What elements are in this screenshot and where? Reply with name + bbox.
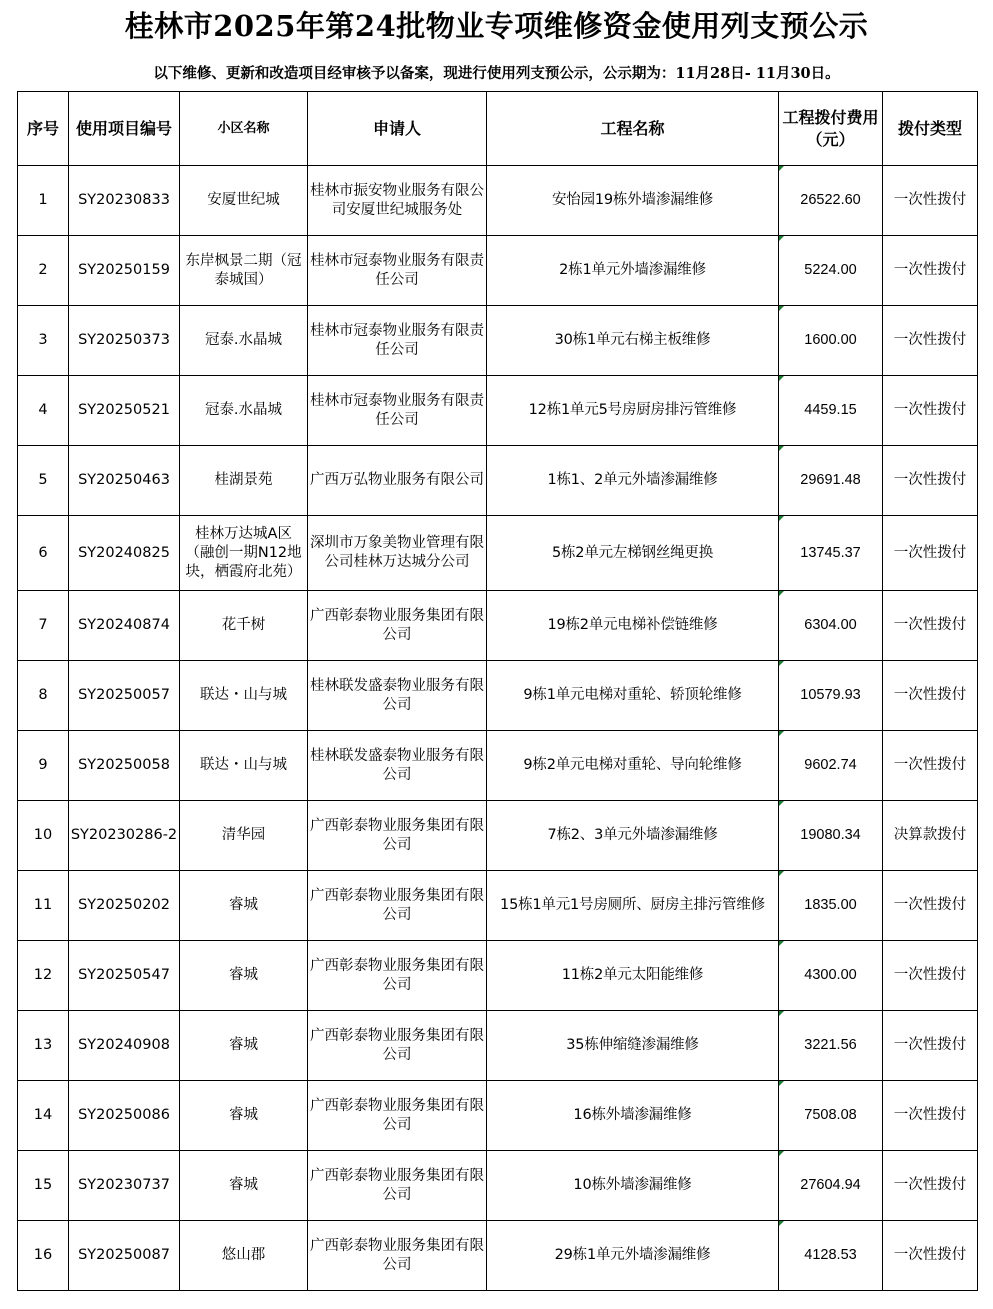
row-code: SY20250057 — [69, 661, 180, 731]
row-code: SY20230737 — [69, 1151, 180, 1221]
row-community: 冠泰.水晶城 — [180, 306, 308, 376]
row-amount: 5224.00 — [779, 236, 883, 306]
row-pay-type: 一次性拨付 — [883, 1221, 978, 1291]
row-code: SY20250202 — [69, 871, 180, 941]
row-code: SY20250159 — [69, 236, 180, 306]
table-row — [18, 941, 978, 1011]
table-row — [18, 1011, 978, 1081]
row-applicant: 广西彰泰物业服务集团有限公司 — [308, 1151, 487, 1221]
table-row — [18, 1221, 978, 1291]
row-code: SY20250058 — [69, 731, 180, 801]
header-applicant: 申请人 — [308, 92, 487, 166]
row-code: SY20230286-2 — [69, 801, 180, 871]
row-community: 冠泰.水晶城 — [180, 376, 308, 446]
header-seq: 序号 — [18, 92, 69, 166]
row-applicant: 桂林市冠泰物业服务有限责任公司 — [308, 376, 487, 446]
row-community: 睿城 — [180, 871, 308, 941]
table-row — [18, 516, 978, 591]
row-seq: 5 — [18, 446, 69, 516]
row-pay-type: 一次性拨付 — [883, 236, 978, 306]
row-code: SY20250521 — [69, 376, 180, 446]
row-project: 11栋2单元太阳能维修 — [487, 941, 779, 1011]
row-project: 29栋1单元外墙渗漏维修 — [487, 1221, 779, 1291]
row-community: 清华园 — [180, 801, 308, 871]
row-pay-type: 一次性拨付 — [883, 941, 978, 1011]
row-community: 联达・山与城 — [180, 661, 308, 731]
row-project: 9栋2单元电梯对重轮、导向轮维修 — [487, 731, 779, 801]
table-row — [18, 1081, 978, 1151]
row-community: 桂湖景苑 — [180, 446, 308, 516]
row-applicant: 广西彰泰物业服务集团有限公司 — [308, 591, 487, 661]
row-pay-type: 一次性拨付 — [883, 306, 978, 376]
table-row — [18, 731, 978, 801]
header-code: 使用项目编号 — [69, 92, 180, 166]
row-code: SY20250547 — [69, 941, 180, 1011]
row-applicant: 桂林市振安物业服务有限公司安厦世纪城服务处 — [308, 166, 487, 236]
row-code: SY20250087 — [69, 1221, 180, 1291]
row-pay-type: 一次性拨付 — [883, 591, 978, 661]
row-amount: 1600.00 — [779, 306, 883, 376]
row-seq: 10 — [18, 801, 69, 871]
row-community: 睿城 — [180, 1081, 308, 1151]
row-code: SY20250086 — [69, 1081, 180, 1151]
row-amount: 6304.00 — [779, 591, 883, 661]
row-community: 悠山郡 — [180, 1221, 308, 1291]
row-amount: 29691.48 — [779, 446, 883, 516]
table-row — [18, 661, 978, 731]
fund-usage-table — [17, 91, 978, 1291]
row-code: SY20250463 — [69, 446, 180, 516]
row-project: 1栋1、2单元外墙渗漏维修 — [487, 446, 779, 516]
row-code: SY20240825 — [69, 516, 180, 591]
row-amount: 19080.34 — [779, 801, 883, 871]
row-community: 花千树 — [180, 591, 308, 661]
row-seq: 4 — [18, 376, 69, 446]
row-pay-type: 一次性拨付 — [883, 871, 978, 941]
row-pay-type: 一次性拨付 — [883, 661, 978, 731]
row-pay-type: 一次性拨付 — [883, 166, 978, 236]
row-applicant: 桂林联发盛泰物业服务有限公司 — [308, 661, 487, 731]
row-seq: 13 — [18, 1011, 69, 1081]
row-applicant: 广西万弘物业服务有限公司 — [308, 446, 487, 516]
row-seq: 6 — [18, 516, 69, 591]
row-project: 15栋1单元1号房厕所、厨房主排污管维修 — [487, 871, 779, 941]
row-amount: 7508.08 — [779, 1081, 883, 1151]
row-amount: 27604.94 — [779, 1151, 883, 1221]
row-community: 联达・山与城 — [180, 731, 308, 801]
header-amount: 工程拨付费用（元） — [779, 92, 883, 166]
row-community: 安厦世纪城 — [180, 166, 308, 236]
row-seq: 14 — [18, 1081, 69, 1151]
row-amount: 3221.56 — [779, 1011, 883, 1081]
row-community: 睿城 — [180, 1011, 308, 1081]
row-amount: 4300.00 — [779, 941, 883, 1011]
row-amount: 9602.74 — [779, 731, 883, 801]
row-community: 睿城 — [180, 1151, 308, 1221]
row-amount: 4128.53 — [779, 1221, 883, 1291]
row-pay-type: 一次性拨付 — [883, 376, 978, 446]
table-row — [18, 376, 978, 446]
row-project: 12栋1单元5号房厨房排污管维修 — [487, 376, 779, 446]
row-applicant: 广西彰泰物业服务集团有限公司 — [308, 1011, 487, 1081]
row-code: SY20240908 — [69, 1011, 180, 1081]
row-amount: 13745.37 — [779, 516, 883, 591]
table-row — [18, 446, 978, 516]
row-amount: 1835.00 — [779, 871, 883, 941]
row-seq: 7 — [18, 591, 69, 661]
row-amount: 26522.60 — [779, 166, 883, 236]
page-title: 桂林市2025年第24批物业专项维修资金使用列支预公示 — [124, 9, 869, 43]
row-project: 35栋伸缩缝渗漏维修 — [487, 1011, 779, 1081]
row-seq: 1 — [18, 166, 69, 236]
row-community: 睿城 — [180, 941, 308, 1011]
row-project: 9栋1单元电梯对重轮、轿顶轮维修 — [487, 661, 779, 731]
row-seq: 12 — [18, 941, 69, 1011]
row-project: 30栋1单元右梯主板维修 — [487, 306, 779, 376]
row-applicant: 深圳市万象美物业管理有限公司桂林万达城分公司 — [308, 516, 487, 591]
row-applicant: 桂林市冠泰物业服务有限责任公司 — [308, 236, 487, 306]
header-project: 工程名称 — [487, 92, 779, 166]
row-pay-type: 一次性拨付 — [883, 446, 978, 516]
row-amount: 4459.15 — [779, 376, 883, 446]
row-project: 2栋1单元外墙渗漏维修 — [487, 236, 779, 306]
row-applicant: 桂林市冠泰物业服务有限责任公司 — [308, 306, 487, 376]
table-row — [18, 871, 978, 941]
row-applicant: 广西彰泰物业服务集团有限公司 — [308, 871, 487, 941]
row-applicant: 广西彰泰物业服务集团有限公司 — [308, 941, 487, 1011]
table-header-row — [18, 92, 978, 166]
row-project: 7栋2、3单元外墙渗漏维修 — [487, 801, 779, 871]
row-project: 19栋2单元电梯补偿链维修 — [487, 591, 779, 661]
row-pay-type: 一次性拨付 — [883, 1011, 978, 1081]
row-applicant: 广西彰泰物业服务集团有限公司 — [308, 801, 487, 871]
row-seq: 15 — [18, 1151, 69, 1221]
row-seq: 11 — [18, 871, 69, 941]
row-pay-type: 一次性拨付 — [883, 516, 978, 591]
header-pay-type: 拨付类型 — [883, 92, 978, 166]
row-seq: 9 — [18, 731, 69, 801]
row-amount: 10579.93 — [779, 661, 883, 731]
row-applicant: 广西彰泰物业服务集团有限公司 — [308, 1081, 487, 1151]
table-row — [18, 801, 978, 871]
row-pay-type: 一次性拨付 — [883, 1151, 978, 1221]
table-row — [18, 236, 978, 306]
row-applicant: 广西彰泰物业服务集团有限公司 — [308, 1221, 487, 1291]
row-code: SY20250373 — [69, 306, 180, 376]
row-community: 东岸枫景二期（冠泰城国） — [180, 236, 308, 306]
table-row — [18, 306, 978, 376]
row-seq: 8 — [18, 661, 69, 731]
row-project: 5栋2单元左梯钢丝绳更换 — [487, 516, 779, 591]
row-pay-type: 决算款拨付 — [883, 801, 978, 871]
header-community: 小区名称 — [180, 92, 308, 166]
table-row — [18, 166, 978, 236]
table-row — [18, 591, 978, 661]
row-seq: 2 — [18, 236, 69, 306]
row-pay-type: 一次性拨付 — [883, 1081, 978, 1151]
row-applicant: 桂林联发盛泰物业服务有限公司 — [308, 731, 487, 801]
row-seq: 3 — [18, 306, 69, 376]
table-row — [18, 1151, 978, 1221]
row-project: 10栋外墙渗漏维修 — [487, 1151, 779, 1221]
row-seq: 16 — [18, 1221, 69, 1291]
row-code: SY20230833 — [69, 166, 180, 236]
row-project: 16栋外墙渗漏维修 — [487, 1081, 779, 1151]
row-code: SY20240874 — [69, 591, 180, 661]
row-pay-type: 一次性拨付 — [883, 731, 978, 801]
notice-subtitle: 以下维修、更新和改造项目经审核予以备案，现进行使用列支预公示，公示期为：11月28日- 11月30日。 — [153, 65, 840, 82]
row-community: 桂林万达城A区（融创一期N12地块，栖霞府北苑） — [180, 516, 308, 591]
row-project: 安怡园19栋外墙渗漏维修 — [487, 166, 779, 236]
